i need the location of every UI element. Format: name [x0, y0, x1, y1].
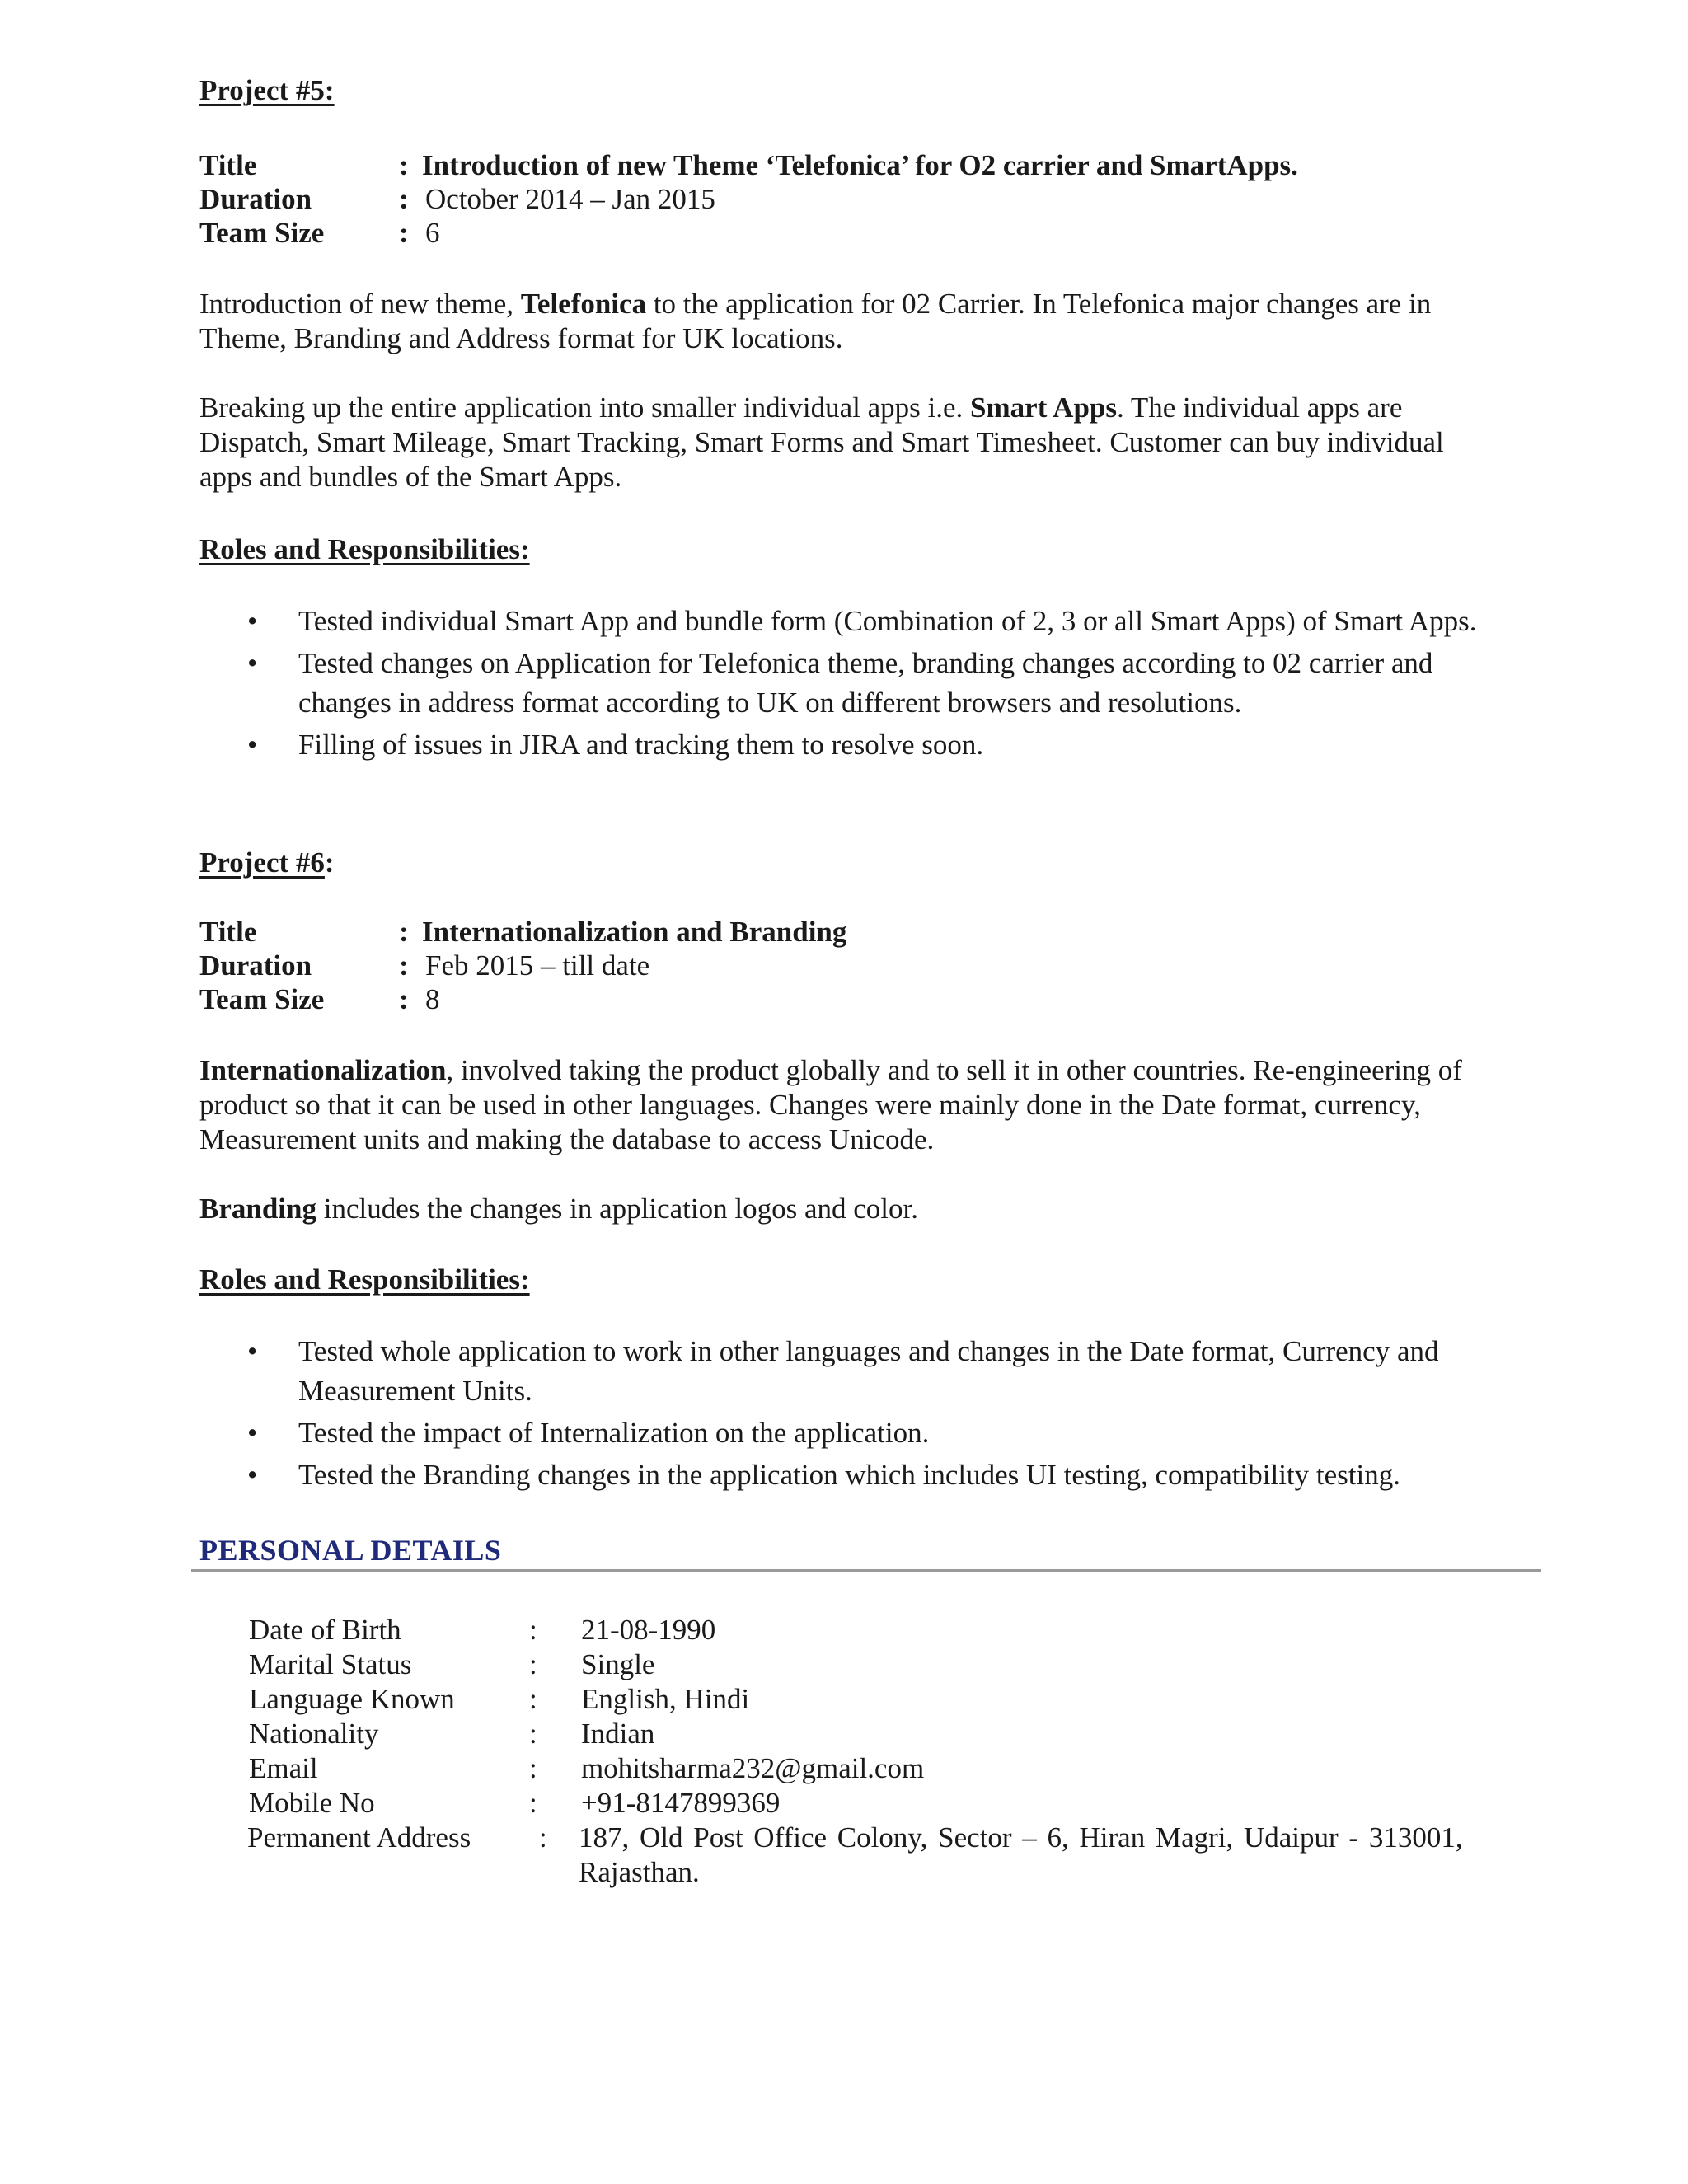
- project6-title-colon: :: [399, 916, 409, 948]
- bullet-icon: •: [247, 1335, 258, 1367]
- section-divider: [191, 1569, 1541, 1572]
- project5-roles-heading: Roles and Responsibilities:: [199, 533, 530, 565]
- personal-details-title: PERSONAL DETAILS: [199, 1534, 502, 1567]
- project5-duration-value: October 2014 – Jan 2015: [425, 183, 715, 215]
- project5-heading: Project #5:: [199, 74, 335, 106]
- list-item: • Tested changes on Application for Telefonica theme, branding changes according to 02 carrier and changes in address format according to UK on different browsers and resolutions.: [199, 644, 1493, 723]
- project6-heading: Project #6: [199, 846, 325, 879]
- bullet-icon: •: [247, 1417, 258, 1449]
- project5-teamsize-label: Team Size: [199, 217, 325, 249]
- language-known-value: English, Hindi: [581, 1683, 750, 1715]
- project6-duration-value: Feb 2015 – till date: [425, 949, 650, 982]
- list-item: • Filling of issues in JIRA and tracking them to resolve soon.: [199, 725, 1493, 765]
- dob-value: 21-08-1990: [581, 1614, 716, 1646]
- list-item: • Tested the impact of Internalization on the application.: [199, 1413, 1493, 1453]
- project5-teamsize-colon: :: [399, 217, 409, 249]
- project6-roles-heading: Roles and Responsibilities:: [199, 1263, 530, 1296]
- project5-paragraph-telefonica: Introduction of new theme, Telefonica to the application for 02 Carrier. In Telefonica major changes are in Theme, Branding and Address format for UK locations.: [199, 288, 1432, 354]
- project6-heading-wrap: Project #6:: [199, 846, 335, 879]
- project5-duration-label: Duration: [199, 183, 312, 215]
- project5-title-colon: :: [399, 149, 409, 181]
- project6-duration-label: Duration: [199, 949, 312, 982]
- project6-duration-colon: :: [399, 949, 409, 982]
- nationality-value: Indian: [581, 1718, 655, 1750]
- list-item: • Tested the Branding changes in the application which includes UI testing, compatibility testing.: [199, 1455, 1493, 1495]
- project5-teamsize-value: 6: [425, 217, 440, 249]
- email-colon: :: [529, 1752, 537, 1784]
- language-known-label: Language Known: [249, 1683, 455, 1715]
- bullet-icon: •: [247, 605, 258, 637]
- bullet-icon: •: [247, 729, 258, 761]
- project5-paragraph-smartapps: Breaking up the entire application into smaller individual apps i.e. Smart Apps. The individual apps are Dispatch, Smart Mileage, Smart Tracking, Smart Forms and Smart Timesheet. Customer can buy individual apps and bundles of the Smart Apps.: [199, 391, 1444, 493]
- email-label: Email: [249, 1752, 318, 1784]
- project6-paragraph-internationalization: Internationalization, involved taking the product globally and to sell it in other countries. Re-engineering of product so that it can be used in other languages. Changes were mainly done in the Date format, currency, Measurement units and making the database to access Unicode.: [199, 1054, 1462, 1155]
- permanent-address-colon: :: [539, 1821, 547, 1854]
- project5-duration-colon: :: [399, 183, 409, 215]
- list-item: • Tested whole application to work in other languages and changes in the Date format, Currency and Measurement Units.: [199, 1332, 1493, 1411]
- project6-title-value: Internationalization and Branding: [422, 916, 847, 948]
- mobile-value: +91-8147899369: [581, 1787, 781, 1819]
- permanent-address-label: Permanent Address: [247, 1821, 471, 1854]
- project6-title-label: Title: [199, 916, 257, 948]
- project5-title-value: Introduction of new Theme ‘Telefonica’ for O2 carrier and SmartApps.: [422, 149, 1298, 181]
- dob-label: Date of Birth: [249, 1614, 401, 1646]
- marital-status-label: Marital Status: [249, 1648, 412, 1680]
- project6-roles-list: [199, 1332, 1493, 1497]
- project6-teamsize-value: 8: [425, 983, 440, 1015]
- nationality-colon: :: [529, 1718, 537, 1750]
- project5-roles-list: [199, 602, 1493, 767]
- nationality-label: Nationality: [249, 1718, 379, 1750]
- language-known-colon: :: [529, 1683, 537, 1715]
- permanent-address-value: 187, Old Post Office Colony, Sector – 6, Hiran Magri, Udaipur - 313001,: [579, 1821, 1463, 1854]
- mobile-colon: :: [529, 1787, 537, 1819]
- mobile-label: Mobile No: [249, 1787, 375, 1819]
- project6-paragraph-branding: Branding includes the changes in application logos and color.: [199, 1193, 918, 1225]
- marital-status-colon: :: [529, 1648, 537, 1680]
- permanent-address-value-line2: Rajasthan.: [579, 1856, 700, 1888]
- project6-teamsize-colon: :: [399, 983, 409, 1015]
- project5-title-label: Title: [199, 149, 257, 181]
- project6-teamsize-label: Team Size: [199, 983, 325, 1015]
- bullet-icon: •: [247, 1459, 258, 1491]
- email-value: mohitsharma232@gmail.com: [581, 1752, 925, 1784]
- list-item: • Tested individual Smart App and bundle form (Combination of 2, 3 or all Smart Apps) of Smart Apps.: [199, 602, 1493, 641]
- marital-status-value: Single: [581, 1648, 655, 1680]
- dob-colon: :: [529, 1614, 537, 1646]
- bullet-icon: •: [247, 647, 258, 679]
